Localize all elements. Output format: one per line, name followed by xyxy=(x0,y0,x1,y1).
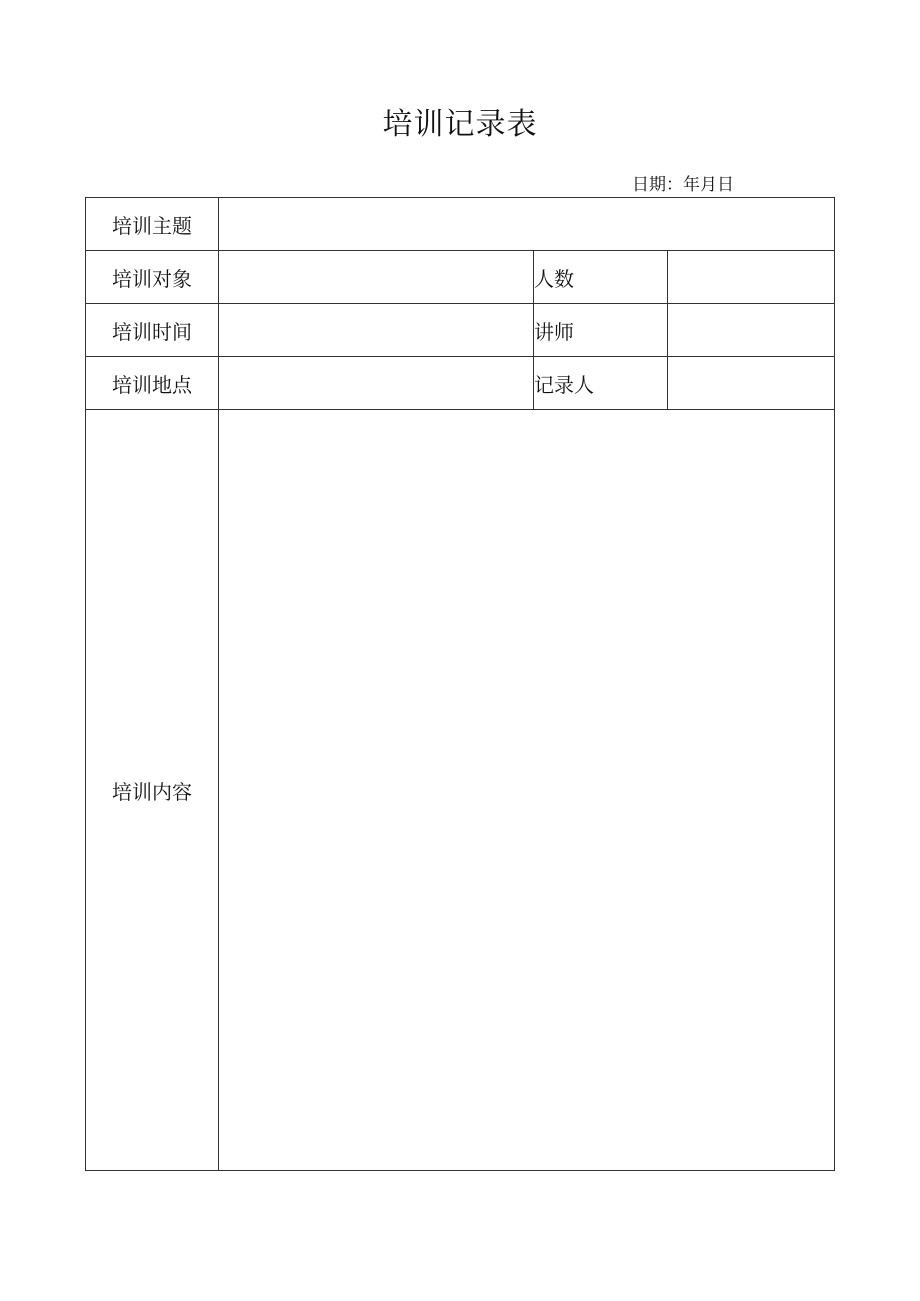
training-record-table xyxy=(85,197,835,1171)
table-row-audience xyxy=(86,251,835,304)
table-row-time xyxy=(86,304,835,357)
recorder-field[interactable] xyxy=(668,357,835,410)
topic-label: 培训主题 xyxy=(86,198,219,251)
table-row-content xyxy=(86,410,835,1171)
audience-label: 培训对象 xyxy=(86,251,219,304)
count-field[interactable] xyxy=(668,251,835,304)
time-field[interactable] xyxy=(219,304,534,357)
content-field[interactable] xyxy=(219,410,835,1171)
time-label: 培训时间 xyxy=(86,304,219,357)
lecturer-field[interactable] xyxy=(668,304,835,357)
date-label: 日期：年月日 xyxy=(632,175,734,195)
location-field[interactable] xyxy=(219,357,534,410)
audience-field[interactable] xyxy=(219,251,534,304)
recorder-label: 记录人 xyxy=(534,357,668,410)
table-row-location xyxy=(86,357,835,410)
lecturer-label: 讲师 xyxy=(534,304,668,357)
location-label: 培训地点 xyxy=(86,357,219,410)
table-row-topic xyxy=(86,198,835,251)
count-label: 人数 xyxy=(534,251,668,304)
page-title: 培训记录表 xyxy=(382,107,538,142)
content-label: 培训内容 xyxy=(86,410,219,1171)
topic-field[interactable] xyxy=(219,198,835,251)
